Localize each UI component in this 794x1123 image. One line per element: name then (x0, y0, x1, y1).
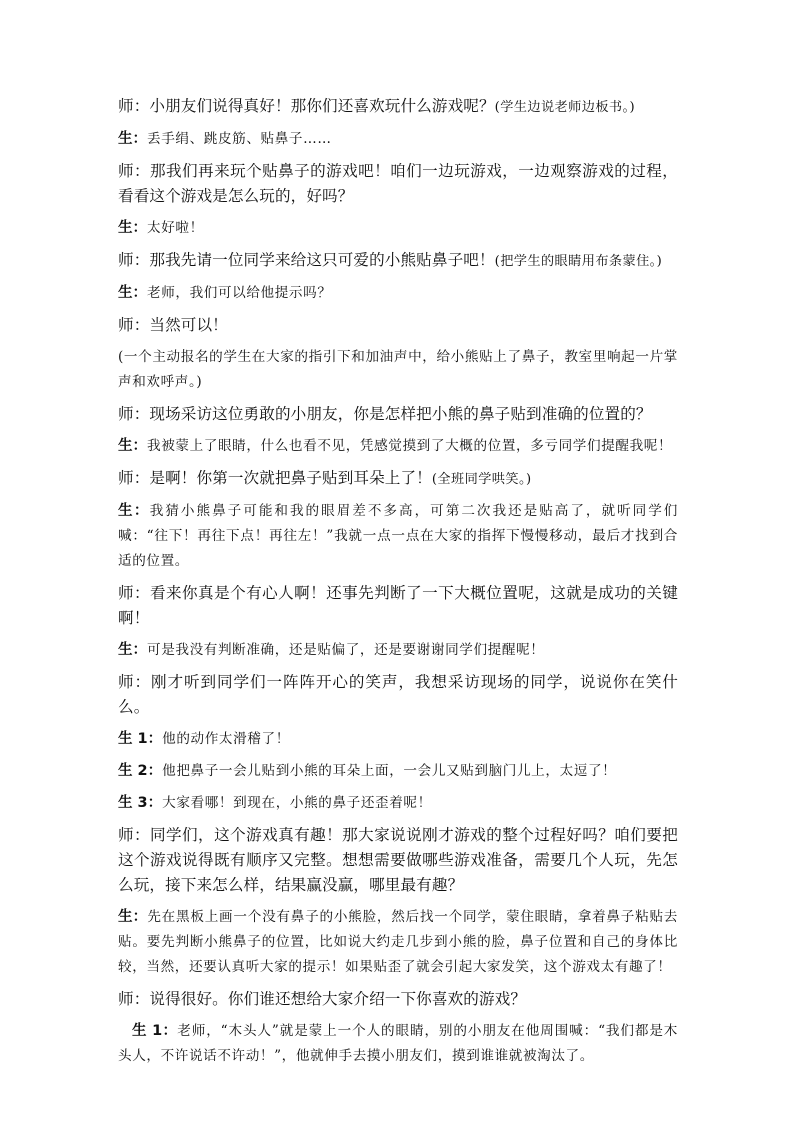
line-text: 可是我没有判断准确，还是贴偏了，还是要谢谢同学们提醒呢！ (147, 642, 545, 658)
narration-note (118, 345, 678, 395)
dialogue-line-student-2 (118, 759, 678, 784)
line-text: 我猜小熊鼻子可能和我的眼眉差不多高，可第二次我还是贴高了，就听同学们喊：“往下！再往下点！再往左！”我就一点一点在大家的指挥下慢慢移动，最后才找到合适的位置。 (118, 503, 679, 569)
dialogue-line-student-1 (118, 1019, 678, 1069)
line-text: 刚才听到同学们一阵阵开心的笑声，我想采访现场的同学，说说你在笑什么。 (118, 673, 679, 716)
speaker-label: 生： (118, 642, 147, 658)
speaker-label: 师： (118, 584, 151, 602)
line-text: 我被蒙上了眼睛，什么也看不见，凭感觉摸到了大概的位置，多亏同学们提醒我呢！ (147, 438, 673, 454)
speaker-label: 师： (118, 405, 150, 423)
line-text: 那我们再来玩个贴鼻子的游戏吧！咱们一边玩游戏，一边观察游戏的过程，看看这个游戏是怎么玩的，好吗？ (118, 162, 678, 205)
dialogue-line-student (118, 434, 678, 459)
speaker-label: 师： (118, 673, 151, 691)
speaker-label: 生 1： (118, 731, 163, 747)
speaker-label: 生： (118, 438, 147, 454)
dialogue-line-student (118, 127, 678, 152)
dialogue-line-teacher (118, 581, 678, 631)
speaker-label: 生： (118, 220, 147, 236)
dialogue-line-student (118, 499, 678, 574)
dialogue-transcript (118, 94, 678, 1076)
line-text: 他把鼻子一会儿贴到小熊的耳朵上面，一会儿又贴到脑门儿上，太逗了！ (162, 763, 617, 779)
speaker-label: 师： (118, 97, 150, 115)
dialogue-line-teacher (118, 987, 678, 1012)
speaker-label: 生 3： (118, 795, 163, 811)
speaker-label: 师： (118, 316, 150, 334)
line-text: 看来你真是个有心人啊！还事先判断了一下大概位置呢，这就是成功的关键啊！ (118, 584, 678, 627)
line-text: 小朋友们说得真好！那你们还喜欢玩什么游戏呢？ (149, 97, 495, 115)
line-text: 说得很好。你们谁还想给大家介绍一下你喜欢的游戏？ (149, 990, 527, 1008)
speaker-label: 生 2： (118, 763, 163, 779)
dialogue-line-teacher (118, 402, 678, 427)
speaker-label: 师： (118, 826, 151, 844)
narration-text: (一个主动报名的学生在大家的指引下和加油声中，给小熊贴上了鼻子，教室里响起一片掌声和欢呼声。) (118, 349, 678, 390)
line-text: 那我先请一位同学来给这只可爱的小熊贴鼻子吧！ (149, 251, 495, 269)
line-text: 先在黑板上画一个没有鼻子的小熊脸，然后找一个同学，蒙住眼睛，拿着鼻子粘贴去贴。要先判断小熊鼻子的位置，比如说大约走几步到小熊的脸，鼻子位置和自己的身体比较，当然，还要认真听大家的提示！如果贴歪了就会引起大家发笑，这个游戏太有趣了！ (118, 909, 678, 975)
speaker-label: 师： (118, 251, 150, 269)
line-text: 老师，“木头人”就是蒙上一个人的眼睛，别的小朋友在他周围喊：“我们都是木头人，不许说话不许动！”，他就伸手去摸小朋友们，摸到谁谁就被淘汰了。 (118, 1023, 678, 1064)
speaker-label: 师： (118, 990, 150, 1008)
dialogue-line-student-1 (118, 727, 678, 752)
speaker-label: 生： (118, 285, 147, 301)
dialogue-line-teacher (118, 466, 678, 492)
speaker-label: 师： (118, 469, 150, 487)
line-text: 当然可以！ (149, 316, 228, 334)
line-text: 丢手绢、跳皮筋、贴鼻子…… (147, 131, 332, 147)
stage-direction: (学生边说老师边板书。) (494, 100, 636, 115)
speaker-label: 生： (118, 131, 147, 147)
dialogue-line-student-3 (118, 791, 678, 816)
dialogue-line-teacher (118, 670, 678, 720)
line-text: 大家看哪！到现在，小熊的鼻子还歪着呢！ (162, 795, 432, 811)
stage-direction: (把学生的眼睛用布条蒙住。) (494, 254, 663, 269)
line-text: 是啊！你第一次就把鼻子贴到耳朵上了！ (149, 469, 432, 487)
stage-direction: (全班同学哄笑。) (431, 472, 532, 487)
dialogue-line-student (118, 905, 678, 980)
dialogue-line-student (118, 638, 678, 663)
dialogue-line-teacher (118, 248, 678, 274)
dialogue-line-student (118, 281, 678, 306)
line-text: 老师，我们可以给他提示吗？ (147, 285, 332, 301)
line-text: 太好啦！ (147, 220, 204, 236)
line-text: 他的动作太滑稽了！ (162, 731, 290, 747)
dialogue-line-teacher (118, 313, 678, 338)
dialogue-line-teacher (118, 823, 678, 898)
dialogue-line-teacher (118, 159, 678, 209)
dialogue-line-student (118, 216, 678, 241)
speaker-label: 生： (118, 503, 150, 519)
speaker-label: 师： (118, 162, 151, 180)
dialogue-line-teacher (118, 94, 678, 120)
line-text: 同学们，这个游戏真有趣！那大家说说刚才游戏的整个过程好吗？咱们要把这个游戏说得既有顺序又完整。想想需要做哪些游戏准备，需要几个人玩，先怎么玩，接下来怎么样，结果赢没赢，哪里最有趣？ (118, 826, 678, 894)
speaker-label: 生 1： (132, 1023, 178, 1039)
speaker-label: 生： (118, 909, 148, 925)
line-text: 现场采访这位勇敢的小朋友，你是怎样把小熊的鼻子贴到准确的位置的？ (149, 405, 652, 423)
